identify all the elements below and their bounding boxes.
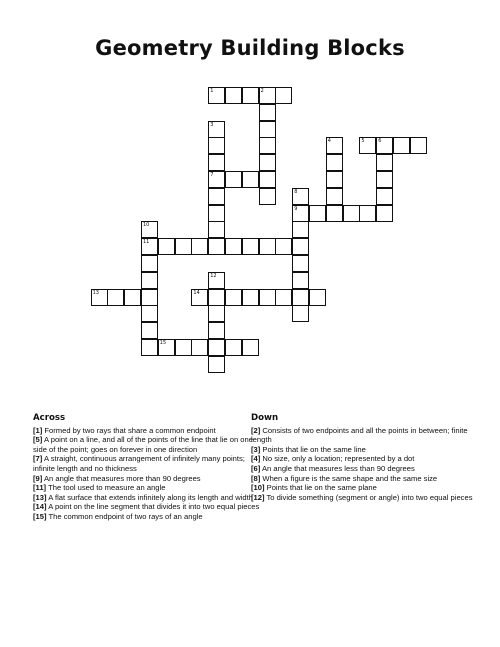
crossword-cell[interactable] — [107, 289, 124, 306]
clue-text: A point on a line, and all of the points of the line that lie on one side of the point; goes on forever in one direction — [33, 435, 253, 454]
crossword-cell[interactable] — [141, 322, 158, 339]
crossword-cell[interactable] — [376, 205, 393, 222]
clue-number-label: [6] — [251, 463, 261, 473]
crossword-cell[interactable] — [242, 289, 259, 306]
clue-text: Formed by two rays that share a common endpoint — [44, 425, 216, 435]
crossword-cell[interactable] — [292, 238, 309, 255]
across-clue — [33, 483, 261, 493]
crossword-cell[interactable] — [242, 171, 259, 188]
crossword-cell[interactable] — [208, 289, 225, 306]
crossword-cell[interactable] — [292, 221, 309, 238]
crossword-cell[interactable] — [275, 87, 292, 104]
across-heading: Across — [33, 413, 66, 423]
clue-number-label: [11] — [33, 483, 47, 493]
crossword-cell[interactable] — [158, 238, 175, 255]
crossword-cell[interactable] — [410, 137, 427, 154]
clue-number-label: [15] — [33, 511, 47, 521]
crossword-cell[interactable] — [208, 121, 225, 138]
clue-text: A point on the line segment that divides it into two equal pieces — [48, 502, 260, 512]
crossword-cell[interactable] — [292, 188, 309, 205]
crossword-cell[interactable] — [141, 305, 158, 322]
crossword-cell[interactable] — [242, 238, 259, 255]
crossword-cell[interactable] — [191, 339, 208, 356]
crossword-cell[interactable] — [158, 339, 175, 356]
clue-number: 1 — [210, 88, 214, 94]
clue-number-label: [5] — [33, 435, 43, 445]
crossword-cell[interactable] — [242, 339, 259, 356]
crossword-cell[interactable] — [242, 87, 259, 104]
down-clue — [251, 474, 476, 484]
crossword-cell[interactable] — [208, 322, 225, 339]
clue-number: 12 — [210, 272, 217, 279]
down-heading: Down — [251, 413, 279, 423]
clue-number: 10 — [143, 222, 150, 229]
clue-number-label: [3] — [251, 444, 261, 454]
crossword-cell[interactable] — [309, 289, 326, 306]
crossword-cell[interactable] — [225, 238, 242, 255]
crossword-cell[interactable] — [225, 87, 242, 104]
clue-number-label: [13] — [33, 492, 47, 502]
across-clues — [33, 414, 261, 522]
clue-text: A flat surface that extends infinitely along its length and width — [48, 492, 253, 502]
crossword-cell[interactable] — [259, 87, 276, 104]
clue-number: 8 — [294, 188, 298, 195]
crossword-cell[interactable] — [141, 272, 158, 289]
clue-number: 7 — [210, 172, 214, 178]
crossword-cell[interactable] — [376, 154, 393, 171]
clue-number-label: [14] — [33, 502, 47, 512]
clue-number-label: [8] — [251, 473, 261, 483]
crossword-cell[interactable] — [225, 171, 242, 188]
crossword-cell[interactable] — [208, 137, 225, 154]
clue-text: A straight, continuous arrangement of infinitely many points; infinite length and no thickness — [33, 454, 245, 473]
crossword-cell[interactable] — [393, 137, 410, 154]
crossword-cell[interactable] — [208, 171, 225, 188]
crossword-cell[interactable] — [141, 339, 158, 356]
clue-number: 13 — [92, 289, 99, 296]
across-clue — [33, 502, 261, 512]
crossword-cell[interactable] — [259, 121, 276, 138]
clue-text: To divide something (segment or angle) into two equal pieces — [266, 492, 473, 502]
clue-number: 9 — [294, 205, 298, 212]
crossword-cell[interactable] — [208, 154, 225, 171]
crossword-cell[interactable] — [259, 137, 276, 154]
clue-text: An angle that measures more than 90 degrees — [43, 473, 201, 483]
crossword-cell[interactable] — [359, 137, 376, 154]
clue-number-label: [2] — [251, 425, 261, 435]
crossword-cell[interactable] — [208, 87, 225, 104]
crossword-cell[interactable] — [259, 188, 276, 205]
crossword-cell[interactable] — [376, 188, 393, 205]
crossword-cell[interactable] — [141, 255, 158, 272]
across-clue — [33, 426, 261, 436]
crossword-cell[interactable] — [275, 289, 292, 306]
crossword-cell[interactable] — [326, 137, 343, 154]
crossword-cell[interactable] — [141, 289, 158, 306]
crossword-cell[interactable] — [225, 289, 242, 306]
down-clues — [251, 414, 476, 502]
crossword-cell[interactable] — [292, 305, 309, 322]
clue-number: 4 — [327, 138, 331, 145]
clue-text: Consists of two endpoints and all the points in between; finite length — [251, 425, 468, 445]
crossword-cell[interactable] — [309, 205, 326, 222]
clue-number: 15 — [159, 340, 167, 346]
crossword-cell[interactable] — [259, 171, 276, 188]
crossword-cell[interactable] — [275, 238, 292, 255]
crossword-cell[interactable] — [141, 238, 158, 255]
crossword-cell[interactable] — [292, 289, 309, 306]
clue-text: When a figure is the same shape and the same size — [262, 473, 438, 483]
crossword-cell[interactable] — [259, 238, 276, 255]
clue-number-label: [1] — [33, 425, 43, 435]
clue-text: The common endpoint of two rays of an angle — [48, 511, 203, 521]
crossword-cell[interactable] — [292, 272, 309, 289]
crossword-cell[interactable] — [292, 205, 309, 222]
across-clue — [33, 512, 261, 522]
across-clue — [33, 493, 261, 503]
crossword-cell[interactable] — [326, 171, 343, 188]
down-clue — [251, 445, 476, 455]
crossword-cell[interactable] — [259, 154, 276, 171]
down-clue-list — [251, 426, 476, 503]
clue-number-label: [9] — [33, 473, 43, 483]
crossword-cell[interactable] — [141, 221, 158, 238]
clue-number: 2 — [260, 88, 264, 94]
crossword-cell[interactable] — [259, 289, 276, 306]
clue-number-label: [10] — [251, 483, 265, 493]
crossword-cell[interactable] — [259, 104, 276, 121]
down-clue — [251, 426, 476, 445]
crossword-cell[interactable] — [208, 205, 225, 222]
down-clue — [251, 454, 476, 464]
crossword-cell[interactable] — [208, 238, 225, 255]
clue-text: The tool used to measure an angle — [48, 483, 166, 493]
crossword-cell[interactable] — [292, 255, 309, 272]
clue-number-label: [4] — [251, 454, 261, 464]
clue-text: Points that lie on the same plane — [266, 483, 377, 493]
crossword-cell[interactable] — [124, 289, 141, 306]
crossword-cell[interactable] — [343, 205, 360, 222]
crossword-cell[interactable] — [326, 188, 343, 205]
clue-number: 14 — [193, 289, 200, 296]
crossword-cell[interactable] — [91, 289, 108, 306]
crossword-cell[interactable] — [359, 205, 376, 222]
across-clue-list — [33, 426, 261, 522]
down-clue — [251, 464, 476, 474]
clue-text: An angle that measures less than 90 degrees — [261, 463, 415, 473]
clue-number: 3 — [210, 121, 214, 128]
clue-number: 11 — [143, 239, 150, 246]
crossword-cell[interactable] — [326, 154, 343, 171]
crossword-cell[interactable] — [225, 339, 242, 356]
down-clue — [251, 493, 476, 503]
clue-number-label: [12] — [251, 492, 265, 502]
clue-number: 6 — [378, 138, 382, 145]
crossword-cell[interactable] — [376, 171, 393, 188]
crossword-cell[interactable] — [208, 221, 225, 238]
clue-number-label: [7] — [33, 454, 43, 464]
crossword-cell[interactable] — [208, 339, 225, 356]
crossword-cell[interactable] — [208, 272, 225, 289]
crossword-cell[interactable] — [208, 356, 225, 373]
across-clue — [33, 454, 261, 473]
clue-text: No size, only a location; represented by a dot — [262, 454, 415, 464]
crossword-cell[interactable] — [208, 305, 225, 322]
clue-text: Points that lie on the same line — [262, 444, 366, 454]
down-clue — [251, 483, 476, 493]
clue-number: 5 — [361, 138, 365, 145]
crossword-cell[interactable] — [175, 238, 192, 255]
crossword-cell[interactable] — [208, 188, 225, 205]
across-clue — [33, 435, 261, 454]
puzzle-title: Geometry Building Blocks — [95, 36, 405, 60]
crossword-cell[interactable] — [326, 205, 343, 222]
crossword-cell[interactable] — [376, 137, 393, 154]
across-clue — [33, 474, 261, 484]
crossword-cell[interactable] — [175, 339, 192, 356]
crossword-cell[interactable] — [191, 238, 208, 255]
crossword-cell[interactable] — [191, 289, 208, 306]
